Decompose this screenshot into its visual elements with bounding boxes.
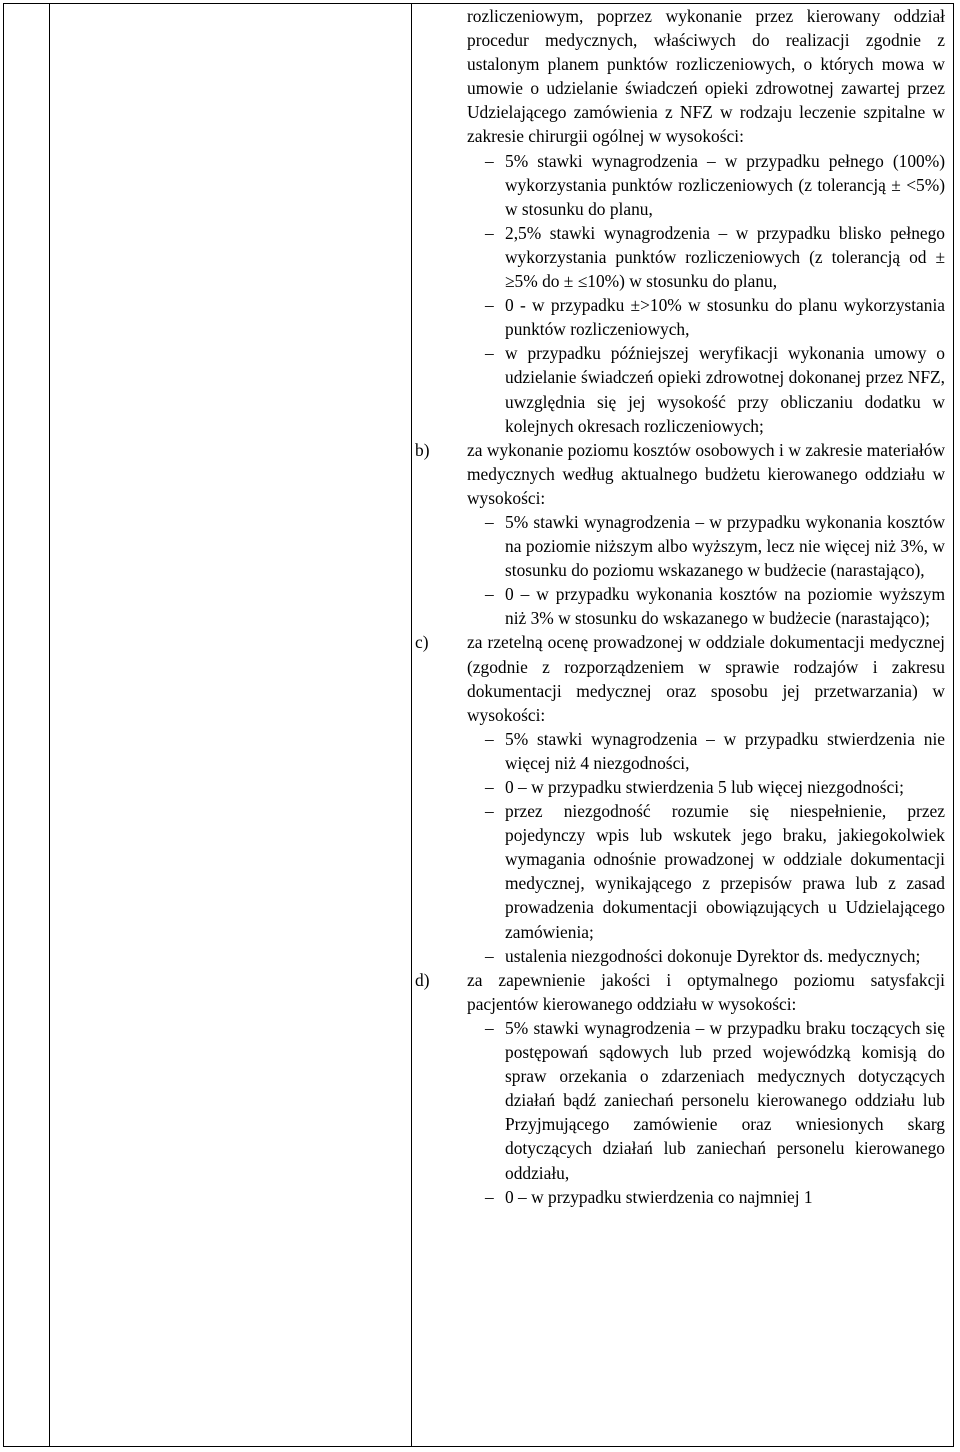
list-item-text: 5% stawki wynagrodzenia – w przypadku wykonania kosztów na poziomie niższym albo wyższym, lecz nie więcej niż 3%, w stosunku do poziomu wskazanego w budżecie (narastająco), [505,511,945,581]
list-item [485,1185,945,1209]
list-item [485,799,945,944]
dash-marker: – [485,343,494,364]
list-b-items [485,510,945,630]
list-item-text: 5% stawki wynagrodzenia – w przypadku braku toczących się postępowań sądowych lub przed wojewódzką komisją do spraw orzekania o zdarzeniach medycznych dotyczących działań bądź zaniechań personelu kierowanego oddziału lub Przyjmującego zamówienie oraz wniesionych skarg dotyczących działań lub zaniechań personelu kierowanego oddziału, [505,1017,945,1183]
section-text: za zapewnienie jakości i optymalnego poziomu satysfakcji pacjentów kierowanego oddziału w wysokości: [467,969,945,1014]
section-b [415,438,945,510]
section-c [415,630,945,726]
list-item-text: 0 – w przypadku wykonania kosztów na poziomie wyższym niż 3% w stosunku do wskazanego w budżecie (narastająco); [505,584,945,629]
list-item-text: przez niezgodność rozumie się niespełnienie, przez pojedynczy wpis lub wskutek jego braku, jakiegokolwiek wymagania odnośnie prowadzonej w oddziale dokumentacji medycznej, wynikającego z przepisów prawa lub z zasad prowadzenia dokumentacji obowiązujących u Udzielającego zamówienia; [505,801,945,942]
section-d [415,968,945,1016]
list-c-items [485,727,945,968]
dash-marker: – [485,295,494,316]
list-item [485,221,945,293]
dash-marker: – [485,150,494,171]
list-item-text: 5% stawki wynagrodzenia – w przypadku stwierdzenia nie więcej niż 4 niezgodności, [505,728,945,773]
list-item-text: 5% stawki wynagrodzenia – w przypadku pełnego (100%) wykorzystania punktów rozliczeniowych (z tolerancją ± <5%) w stosunku do planu, [505,150,945,219]
section-label: c) [415,632,429,653]
dash-marker: – [485,222,494,243]
column-divider [49,3,50,1447]
dash-marker: – [485,584,494,605]
list-item-text: w przypadku późniejszej weryfikacji wykonania umowy o udzielanie świadczeń opieki zdrowotnej dokonanej przez NFZ, uwzględnia się jej wysokość przy obliczaniu dodatku w kolejnych okresach rozliczeniowych; [505,343,945,436]
section-label: d) [415,969,430,990]
list-item [485,510,945,582]
section-label: b) [415,439,430,460]
list-d-items [485,1016,945,1209]
table-cell-content [415,4,945,1209]
list-item [485,1016,945,1185]
dash-marker: – [485,728,494,749]
list-item-text: 0 – w przypadku stwierdzenia 5 lub więcej niezgodności; [505,777,904,797]
dash-marker: – [485,1017,494,1038]
list-item [485,582,945,630]
list-item [485,293,945,341]
list-item-text: ustalenia niezgodności dokonuje Dyrektor ds. medycznych; [505,945,921,966]
dash-marker: – [485,945,494,966]
dash-marker: – [485,777,494,797]
dash-marker: – [485,1186,494,1207]
list-item [485,341,945,437]
dash-marker: – [485,511,494,532]
list-item-text: 0 - w przypadku ±>10% w stosunku do planu wykorzystania punktów rozliczeniowych, [505,295,945,340]
column-divider [411,3,412,1447]
section-text: za wykonanie poziomu kosztów osobowych i w zakresie materiałów medycznych według aktualnego budżetu kierowanego oddziału w wysokości: [467,439,945,508]
list-a-items [485,149,945,438]
dash-marker: – [485,801,494,822]
list-item-text: 0 – w przypadku stwierdzenia co najmniej 1 [505,1186,813,1207]
list-item [485,149,945,221]
section-text: za rzetelną ocenę prowadzonej w oddziale dokumentacji medycznej (zgodnie z rozporządzeniem w sprawie rodzajów i zakresu dokumentacji medycznej oraz sposobu jej przetwarzania) w wysokości: [467,632,945,725]
intro-paragraph: rozliczeniowym, poprzez wykonanie przez kierowany oddział procedur medycznych, właściwych do realizacji zgodnie z ustalonym planem punktów rozliczeniowych, o których mowa w umowie o udzielanie świadczeń opieki zdrowotnej zawartej przez Udzielającego zamówienia z NFZ w rodzaju leczenie szpitalne w zakresie chirurgii ogólnej w wysokości: [467,6,945,147]
list-item-text: 2,5% stawki wynagrodzenia – w przypadku blisko pełnego wykorzystania punktów rozliczeniowych (z tolerancją od ± ≥5% do ± ≤10%) w stosunku do planu, [505,222,945,292]
list-item [485,775,945,799]
list-item [485,944,945,968]
list-item [485,727,945,775]
